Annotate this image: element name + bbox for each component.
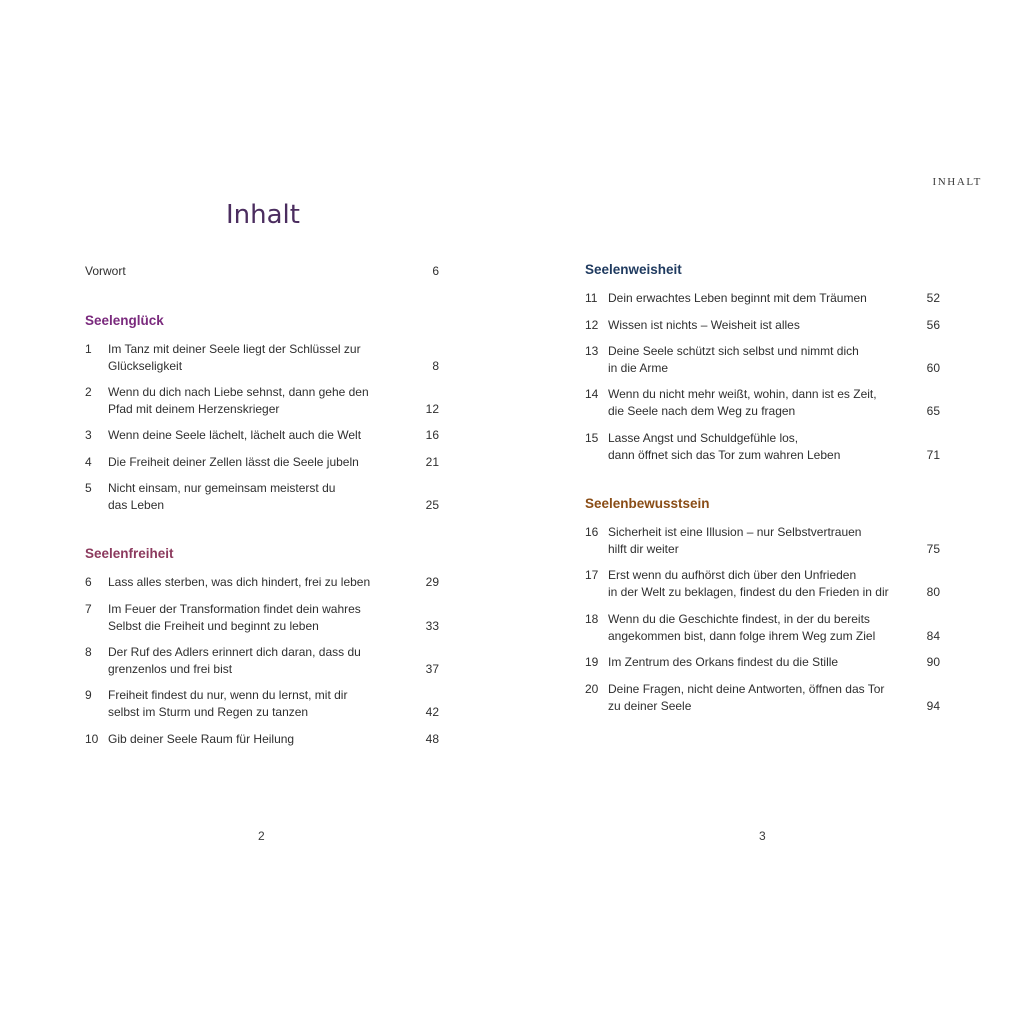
entry-number: 19 [585,655,599,669]
entry-title-line[interactable]: grenzenlos und frei bist [108,662,233,676]
entry-number: 15 [585,431,599,445]
entry-page-number: 37 [425,662,439,676]
entry-title-line[interactable]: Glückseligkeit [108,359,183,373]
entry-title-line[interactable]: Im Tanz mit deiner Seele liegt der Schlüssel zur [108,342,361,356]
entry-title-line[interactable]: dann öffnet sich das Tor zum wahren Leben [608,448,841,462]
entry-title-line[interactable]: Nicht einsam, nur gemeinsam meisterst du [108,481,336,495]
entry-number: 12 [585,318,599,332]
entry-title-line[interactable]: angekommen bist, dann folge ihrem Weg zum Ziel [608,629,876,643]
section-heading-seelenbewusstsein: Seelenbewusstsein [585,496,710,511]
entry-number: 6 [85,575,92,589]
entry-number: 20 [585,682,599,696]
entry-page-number: 75 [926,542,940,556]
entry-page-number: 84 [926,629,940,643]
entry-number: 13 [585,344,599,358]
entry-page-number: 6 [432,264,439,278]
section-heading-seelenglueck: Seelenglück [85,313,164,328]
entry-title-line[interactable]: zu deiner Seele [608,699,692,713]
entry-number: 9 [85,688,92,702]
entry-title-line[interactable]: in der Welt zu beklagen, findest du den Frieden in dir [608,585,889,599]
entry-page-number: 80 [926,585,940,599]
section-heading-seelenfreiheit: Seelenfreiheit [85,546,174,561]
entry-title-line[interactable]: das Leben [108,498,165,512]
entry-page-number: 65 [926,404,940,418]
entry-title-line[interactable]: Der Ruf des Adlers erinnert dich daran, dass du [108,645,361,659]
entry-number: 11 [585,291,598,305]
entry-title-line[interactable]: Wenn deine Seele lächelt, lächelt auch die Welt [108,428,362,442]
entry-number: 7 [85,602,92,616]
right-page [512,0,1024,1024]
entry-number: 1 [85,342,92,356]
entry-number: 2 [85,385,92,399]
entry-page-number: 52 [926,291,940,305]
entry-page-number: 29 [425,575,439,589]
entry-title-line[interactable]: Deine Fragen, nicht deine Antworten, öffnen das Tor [608,682,885,696]
entry-title-line[interactable]: Lass alles sterben, was dich hindert, frei zu leben [108,575,371,589]
entry-number: 5 [85,481,92,495]
entry-page-number: 12 [425,402,439,416]
running-head: INHALT [932,176,982,188]
entry-number: 17 [585,568,599,582]
entry-title-line[interactable]: Wenn du die Geschichte findest, in der du bereits [608,612,870,626]
entry-page-number: 8 [432,359,439,373]
entry-number: 10 [85,732,99,746]
entry-title-line[interactable]: die Seele nach dem Weg zu fragen [608,404,796,418]
entry-title-line[interactable]: Freiheit findest du nur, wenn du lernst, mit dir [108,688,348,702]
entry-number: 3 [85,428,92,442]
entry-number: 14 [585,387,599,401]
entry-number: 16 [585,525,599,539]
entry-title-line[interactable]: Dein erwachtes Leben beginnt mit dem Träumen [608,291,867,305]
entry-page-number: 56 [926,318,940,332]
entry-page-number: 25 [425,498,439,512]
entry-title-line[interactable]: Lasse Angst und Schuldgefühle los, [608,431,799,445]
entry-title-line[interactable]: Erst wenn du aufhörst dich über den Unfrieden [608,568,857,582]
entry-title-line[interactable]: Die Freiheit deiner Zellen lässt die Seele jubeln [108,455,359,469]
entry-title-line[interactable]: in die Arme [608,361,669,375]
toc-entry-vorwort[interactable] [85,263,126,280]
entry-title-line[interactable]: selbst im Sturm und Regen zu tanzen [108,705,309,719]
entry-number: 8 [85,645,92,659]
entry-title-line[interactable]: Selbst die Freiheit und beginnt zu leben [108,619,319,633]
entry-title-line[interactable]: Wissen ist nichts – Weisheit ist alles [608,318,800,332]
entry-page-number: 94 [926,699,940,713]
entry-title-line[interactable]: Im Feuer der Transformation findet dein wahres [108,602,361,616]
entry-title: Vorwort [85,264,126,278]
entry-page-number: 33 [425,619,439,633]
entry-page-number: 21 [425,455,439,469]
entry-page-number: 71 [926,448,940,462]
entry-title-line[interactable]: Im Zentrum des Orkans findest du die Stille [608,655,839,669]
entry-page-number: 48 [425,732,439,746]
entry-title-line[interactable]: Wenn du nicht mehr weißt, wohin, dann ist es Zeit, [608,387,877,401]
entry-page-number: 16 [425,428,439,442]
entry-title-line[interactable]: hilft dir weiter [608,542,679,556]
entry-number: 4 [85,455,92,469]
entry-title-line[interactable]: Gib deiner Seele Raum für Heilung [108,732,295,746]
entry-title-line[interactable]: Pfad mit deinem Herzenskrieger [108,402,280,416]
page-number: 2 [258,829,265,843]
entry-page-number: 42 [425,705,439,719]
entry-page-number: 60 [926,361,940,375]
entry-title-line[interactable]: Wenn du dich nach Liebe sehnst, dann gehe den [108,385,369,399]
section-heading-seelenweisheit: Seelenweisheit [585,262,682,277]
entry-title-line[interactable]: Deine Seele schützt sich selbst und nimmt dich [608,344,859,358]
entry-page-number: 90 [926,655,940,669]
page-number: 3 [759,829,766,843]
entry-number: 18 [585,612,599,626]
entry-title-line[interactable]: Sicherheit ist eine Illusion – nur Selbstvertrauen [608,525,862,539]
toc-title: Inhalt [226,200,300,230]
